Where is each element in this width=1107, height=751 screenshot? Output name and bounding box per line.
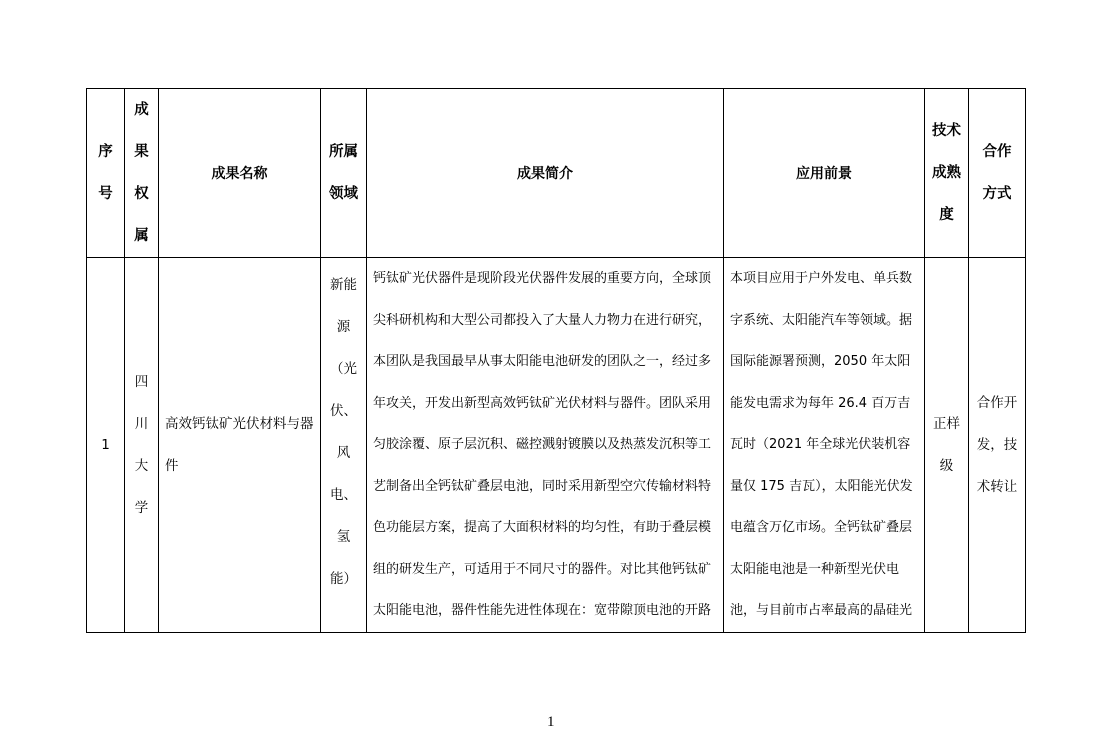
header-row (87, 89, 1026, 258)
cooperation-line: 发，技 (976, 437, 1018, 453)
field-line: （光 (330, 361, 357, 377)
header-name: 成果名称 (159, 89, 321, 258)
field-line: 电、 (330, 487, 357, 503)
prospect-line: 瓦时（2021 年全球光伏装机容 (730, 437, 911, 452)
header-owner-line: 成 (134, 102, 149, 118)
header-field-line: 所属 (329, 144, 358, 160)
header-index-line: 号 (98, 186, 113, 202)
page-number: 1 (547, 714, 555, 730)
owner-line: 川 (134, 416, 149, 432)
maturity-line: 级 (939, 458, 954, 474)
prospect-line: 字系统、太阳能汽车等领域。据 (730, 312, 913, 328)
cell-name (159, 258, 321, 633)
cooperation-line: 合作开 (976, 395, 1018, 411)
row-index: 1 (101, 437, 110, 453)
header-maturity-line: 度 (939, 207, 954, 223)
prospect-line: 本项目应用于户外发电、单兵数 (730, 271, 913, 286)
achievements-table (86, 88, 1026, 633)
summary-line: 尖科研机构和大型公司都投入了大量人力物力在进行研究， (373, 312, 712, 328)
header-cooperation (969, 89, 1026, 258)
owner-line: 四 (134, 374, 149, 390)
field-line: 风 (336, 445, 351, 461)
prospect-line: 量仅 175 吉瓦），太阳能光伏发 (730, 478, 913, 494)
cooperation-line: 术转让 (976, 479, 1018, 495)
header-cooperation-line: 方式 (982, 186, 1012, 202)
header-owner-line: 果 (134, 144, 149, 160)
summary-line: 匀胶涂覆、原子层沉积、磁控溅射镀膜以及热蒸发沉积等工 (373, 437, 712, 452)
header-index (87, 89, 125, 258)
cell-index (87, 258, 125, 633)
header-maturity-line: 成熟 (932, 165, 961, 181)
field-line: 氢 (336, 529, 351, 545)
field-line: 能） (330, 571, 357, 587)
cell-summary (367, 258, 724, 633)
header-field (321, 89, 367, 258)
header-owner-line: 属 (134, 228, 149, 244)
header-cooperation-line: 合作 (982, 144, 1012, 160)
header-maturity-line: 技术 (932, 123, 961, 139)
summary-line: 年攻关，开发出新型高效钙钛矿光伏材料与器件。团队采用 (373, 395, 712, 411)
header-owner (125, 89, 159, 258)
header-prospect: 应用前景 (724, 89, 925, 258)
prospect-line: 能发电需求为每年 26.4 百万吉 (730, 395, 911, 411)
header-summary: 成果简介 (367, 89, 724, 258)
owner-line: 学 (134, 500, 149, 516)
header-owner-line: 权 (134, 186, 149, 202)
prospect-line: 电蕴含万亿市场。全钙钛矿叠层 (730, 520, 913, 535)
achievement-name: 高效钙钛矿光伏材料与器件 (165, 416, 314, 474)
header-maturity (925, 89, 969, 258)
summary-line: 本团队是我国最早从事太阳能电池研发的团队之一，经过多 (373, 354, 712, 369)
summary-line: 艺制备出全钙钛矿叠层电池，同时采用新型空穴传输材料特 (373, 478, 712, 494)
cell-maturity (925, 258, 969, 633)
field-line: 新能 (330, 277, 357, 293)
prospect-line: 太阳能电池是一种新型光伏电 (730, 561, 900, 577)
table-row (87, 258, 1026, 633)
summary-line: 钙钛矿光伏器件是现阶段光伏器件发展的重要方向，全球顶 (373, 271, 712, 286)
prospect-line: 池，与目前市占率最高的晶硅光 (730, 603, 913, 618)
summary-line: 组的研发生产，可适用于不同尺寸的器件。对比其他钙钛矿 (373, 561, 712, 577)
owner-line: 大 (134, 458, 149, 474)
cell-field (321, 258, 367, 633)
header-index-line: 序 (98, 144, 113, 160)
summary-line: 色功能层方案，提高了大面积材料的均匀性，有助于叠层模 (373, 520, 712, 535)
cell-cooperation (969, 258, 1026, 633)
prospect-line: 国际能源署预测，2050 年太阳 (730, 354, 911, 369)
field-line: 伏、 (330, 403, 357, 419)
maturity-line: 正样 (933, 416, 960, 432)
header-field-line: 领域 (329, 186, 358, 202)
field-line: 源 (336, 319, 351, 335)
cell-owner (125, 258, 159, 633)
summary-line: 太阳能电池，器件性能先进性体现在：宽带隙顶电池的开路 (373, 603, 712, 618)
cell-prospect (724, 258, 925, 633)
